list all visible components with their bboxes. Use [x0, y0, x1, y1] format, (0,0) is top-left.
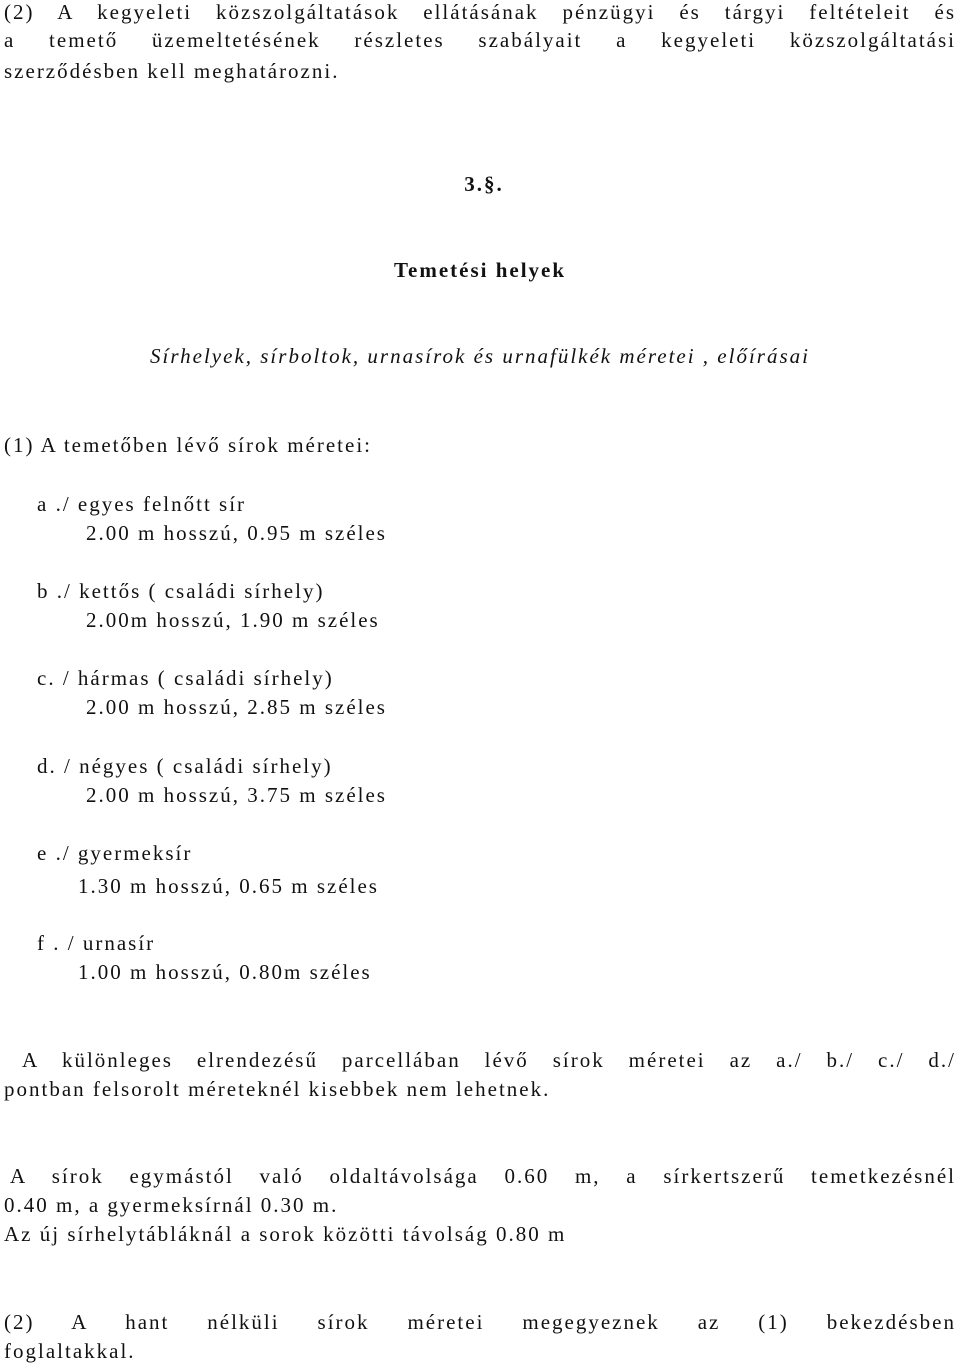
size-item-label: c. / hármas ( családi sírhely) — [37, 666, 334, 690]
size-item-label: f . / urnasír — [37, 931, 156, 955]
intro-line-1: (2) A kegyeleti közszolgáltatások ellátásának pénzügyi és tárgyi feltételeit és — [4, 0, 956, 24]
size-item-label: a ./ egyes felnőtt sír — [37, 492, 247, 516]
section-number: 3.§. — [464, 172, 504, 196]
section-title: Temetési helyek — [393, 258, 567, 282]
section-subtitle: Sírhelyek, sírboltok, urnasírok és urnafülkék méretei , előírásai — [150, 344, 810, 368]
size-item-dims: 1.00 m hosszú, 0.80m széles — [78, 960, 372, 984]
special-line-2: pontban felsorolt méreteknél kisebbek nem lehetnek. — [4, 1077, 551, 1101]
distance-line-3: Az új sírhelytábláknál a sorok közötti távolság 0.80 m — [4, 1222, 567, 1246]
size-item-label: d. / négyes ( családi sírhely) — [37, 754, 333, 778]
size-item-dims: 2.00 m hosszú, 3.75 m széles — [86, 783, 387, 807]
para2-line-2: foglaltakkal. — [4, 1339, 136, 1363]
intro-line-2: a temető üzemeltetésének részletes szabályait a kegyeleti közszolgáltatási — [4, 28, 956, 52]
special-line-1: A különleges elrendezésű parcellában lévő sírok méretei az a./ b./ c./ d./ — [22, 1048, 956, 1072]
size-item-dims: 2.00 m hosszú, 0.95 m széles — [86, 521, 387, 545]
size-item-dims: 2.00 m hosszú, 2.85 m széles — [86, 695, 387, 719]
distance-line-1: A sírok egymástól való oldaltávolsága 0.60 m, a sírkertszerű temetkezésnél — [10, 1164, 956, 1188]
intro-line-3: szerződésben kell meghatározni. — [4, 59, 340, 83]
size-item-dims: 2.00m hosszú, 1.90 m széles — [86, 608, 380, 632]
distance-line-2: 0.40 m, a gyermeksírnál 0.30 m. — [4, 1193, 339, 1217]
size-item-label: e ./ gyermeksír — [37, 841, 193, 865]
sizes-heading: (1) A temetőben lévő sírok méretei: — [4, 433, 372, 457]
size-item-label: b ./ kettős ( családi sírhely) — [37, 579, 325, 603]
size-item-dims: 1.30 m hosszú, 0.65 m széles — [78, 874, 379, 898]
para2-line-1: (2) A hant nélküli sírok méretei megegyeznek az (1) bekezdésben — [4, 1310, 956, 1334]
